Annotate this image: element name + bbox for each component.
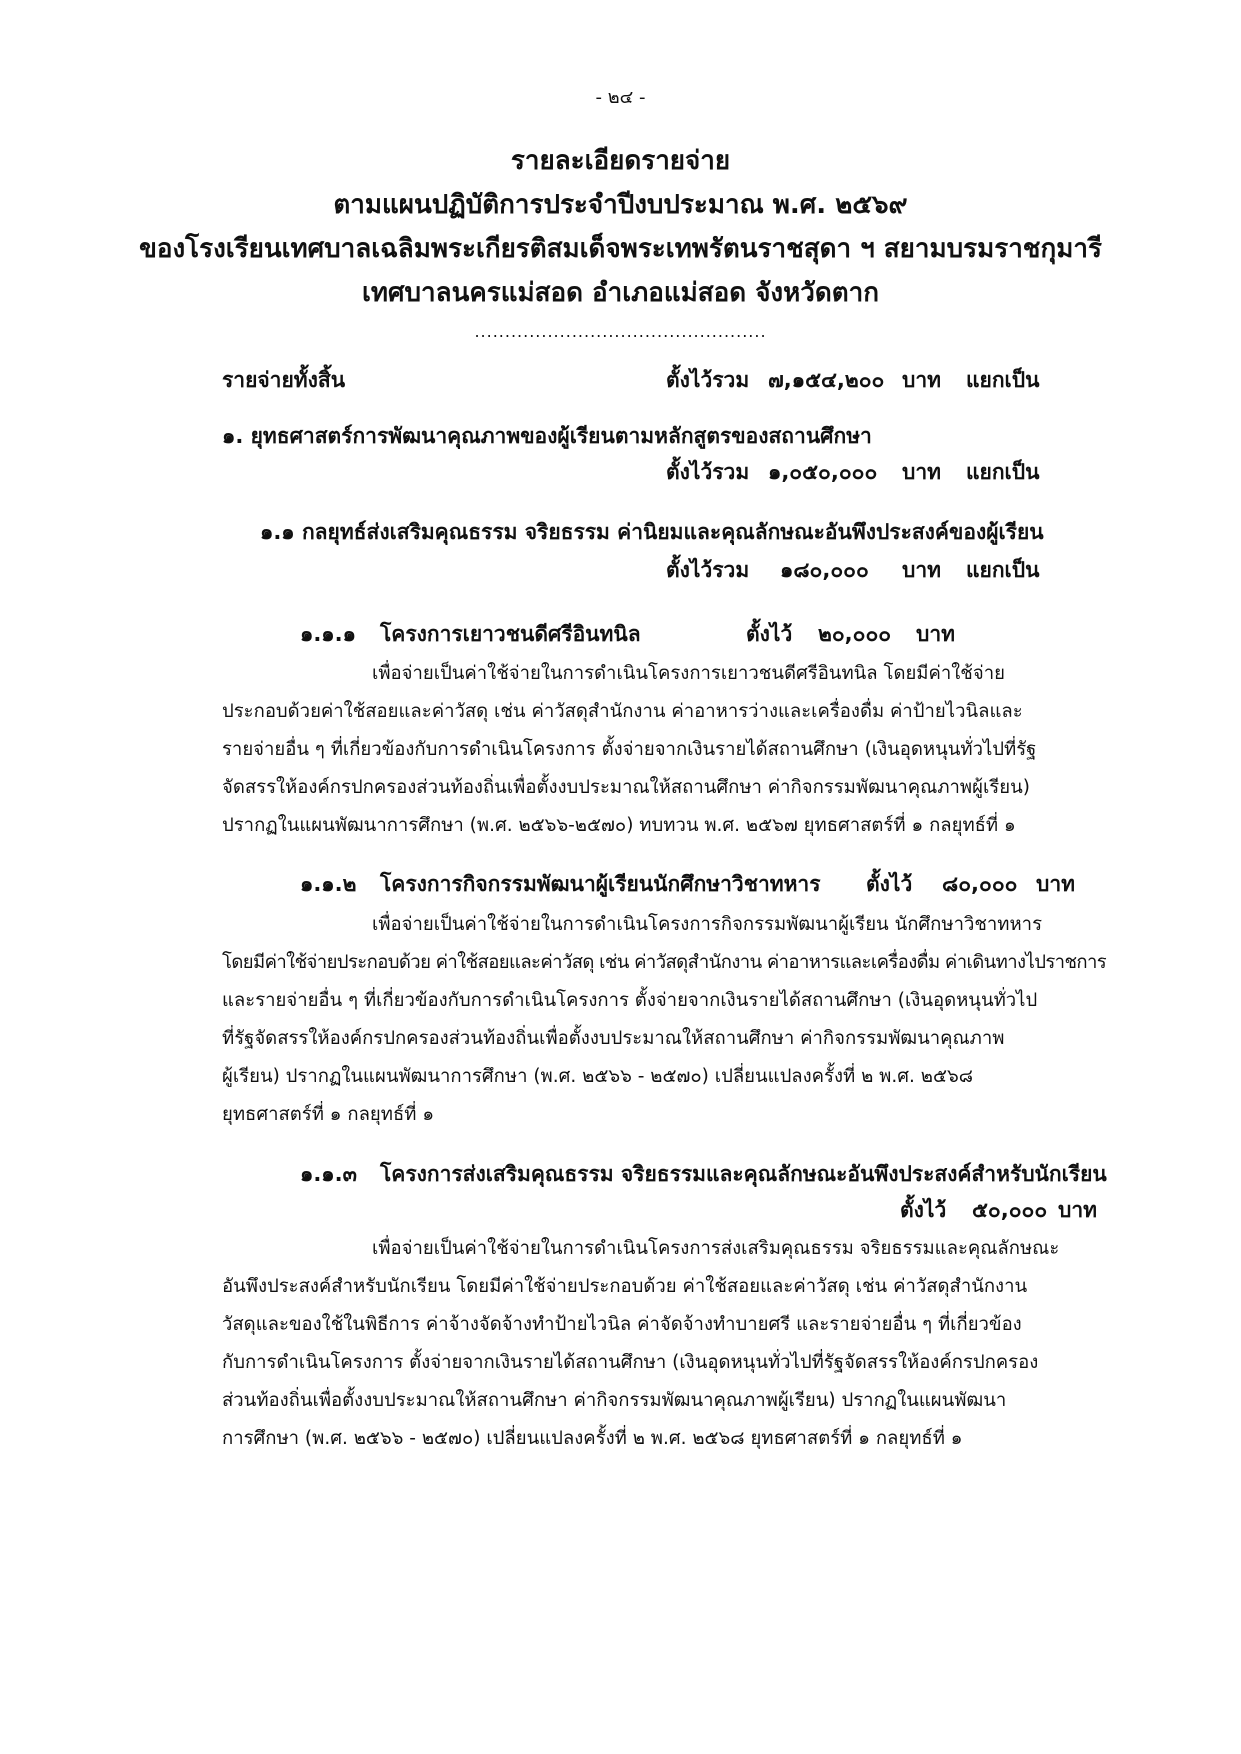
strategy-1-title: ๑. ยุทธศาสตร์การพัฒนาคุณภาพของผู้เรียนตามหลักสูตรของสถานศึกษา [222, 424, 872, 448]
document-title-line-1: รายละเอียดรายจ่าย [510, 146, 731, 176]
project-3-name: โครงการส่งเสริมคุณธรรม จริยธรรมและคุณลักษณะอันพึงประสงค์สำหรับนักเรียน [380, 1162, 1107, 1186]
tactic-1-1-suffix: แยกเป็น [966, 558, 1040, 582]
total-unit: บาท [902, 368, 941, 392]
project-1-unit: บาท [916, 622, 955, 646]
total-label: รายจ่ายทั้งสิ้น [222, 368, 346, 392]
project-2-desc-line: ผู้เรียน) ปรากฏในแผนพัฒนาการศึกษา (พ.ศ. ๒๕๖๖ - ๒๕๗๐) เปลี่ยนแปลงครั้งที่ ๒ พ.ศ. ๒๕๖๘ [222, 1066, 973, 1087]
project-2-set-label: ตั้งไว้ [866, 872, 913, 896]
project-2-desc-line: โดยมีค่าใช้จ่ายประกอบด้วย ค่าใช้สอยและค่าวัสดุ เช่น ค่าวัสดุสำนักงาน ค่าอาหารและเครื่องดื่ม ค่าเดินทางไปราชการ [222, 952, 1107, 973]
project-1-set-label: ตั้งไว้ [746, 622, 793, 646]
project-2-unit: บาท [1036, 872, 1075, 896]
project-2-number: ๑.๑.๒ [300, 872, 357, 896]
project-1-desc-line: จัดสรรให้องค์กรปกครองส่วนท้องถิ่นเพื่อตั้งงบประมาณให้สถานศึกษา ค่ากิจกรรมพัฒนาคุณภาพผู้เรียน) [222, 777, 1030, 798]
project-1-name: โครงการเยาวชนดีศรีอินทนิล [380, 622, 641, 646]
tactic-1-1-unit: บาท [902, 558, 941, 582]
strategy-1-suffix: แยกเป็น [966, 460, 1040, 484]
tactic-1-1-title: ๑.๑ กลยุทธ์ส่งเสริมคุณธรรม จริยธรรม ค่านิยมและคุณลักษณะอันพึงประสงค์ของผู้เรียน [260, 520, 1044, 544]
project-2-amount: ๘๐,๐๐๐ [942, 872, 1018, 896]
project-3-desc-line: การศึกษา (พ.ศ. ๒๕๖๖ - ๒๕๗๐) เปลี่ยนแปลงครั้งที่ ๒ พ.ศ. ๒๕๖๘ ยุทธศาสตร์ที่ ๑ กลยุทธ์ที่ ๑ [222, 1428, 963, 1449]
project-2-name: โครงการกิจกรรมพัฒนาผู้เรียนนักศึกษาวิชาทหาร [380, 872, 821, 896]
total-set-label: ตั้งไว้รวม [666, 368, 750, 392]
project-3-desc-line: วัสดุและของใช้ในพิธีการ ค่าจ้างจัดจ้างทำป้ายไวนิล ค่าจัดจ้างทำบายศรี และรายจ่ายอื่น ๆ ที่เกี่ยวข้อง [222, 1314, 1022, 1335]
separator-dots: ................................................ [474, 322, 767, 341]
project-2-desc-line: ยุทธศาสตร์ที่ ๑ กลยุทธ์ที่ ๑ [222, 1104, 435, 1125]
project-3-set-label: ตั้งไว้ [900, 1198, 947, 1222]
tactic-1-1-amount: ๑๘๐,๐๐๐ [780, 558, 869, 582]
project-1-desc-line: ประกอบด้วยค่าใช้สอยและค่าวัสดุ เช่น ค่าวัสดุสำนักงาน ค่าอาหารว่างและเครื่องดื่ม ค่าป้ายไวนิลและ [222, 701, 1023, 722]
project-1-number: ๑.๑.๑ [300, 622, 356, 646]
document-title-line-3: ของโรงเรียนเทศบาลเฉลิมพระเกียรติสมเด็จพระเทพรัตนราชสุดา ฯ สยามบรมราชกุมารี [139, 234, 1102, 264]
project-1-desc-line: ปรากฏในแผนพัฒนาการศึกษา (พ.ศ. ๒๕๖๖-๒๕๗๐) ทบทวน พ.ศ. ๒๕๖๗ ยุทธศาสตร์ที่ ๑ กลยุทธ์ที่ ๑ [222, 815, 1016, 836]
project-3-unit: บาท [1058, 1198, 1097, 1222]
project-2-desc-line: เพื่อจ่ายเป็นค่าใช้จ่ายในการดำเนินโครงการกิจกรรมพัฒนาผู้เรียน นักศึกษาวิชาทหาร [372, 914, 1043, 935]
total-amount: ๗,๑๕๔,๒๐๐ [768, 368, 885, 392]
strategy-1-unit: บาท [902, 460, 941, 484]
total-suffix: แยกเป็น [966, 368, 1040, 392]
document-title-line-2: ตามแผนปฏิบัติการประจำปีงบประมาณ พ.ศ. ๒๕๖๙ [333, 190, 908, 220]
project-1-amount: ๒๐,๐๐๐ [818, 622, 892, 646]
project-2-desc-line: ที่รัฐจัดสรรให้องค์กรปกครองส่วนท้องถิ่นเพื่อตั้งงบประมาณให้สถานศึกษา ค่ากิจกรรมพัฒนาคุณภาพ [222, 1028, 1005, 1049]
document-title-line-4: เทศบาลนครแม่สอด อำเภอแม่สอด จังหวัดตาก [362, 278, 879, 308]
project-3-desc-line: ส่วนท้องถิ่นเพื่อตั้งงบประมาณให้สถานศึกษา ค่ากิจกรรมพัฒนาคุณภาพผู้เรียน) ปรากฏในแผนพัฒนา [222, 1390, 1007, 1411]
tactic-1-1-set-label: ตั้งไว้รวม [666, 558, 750, 582]
project-3-desc-line: กับการดำเนินโครงการ ตั้งจ่ายจากเงินรายได้สถานศึกษา (เงินอุดหนุนทั่วไปที่รัฐจัดสรรให้องค์กรปกครอง [222, 1352, 1039, 1373]
project-2-desc-line: และรายจ่ายอื่น ๆ ที่เกี่ยวข้องกับการดำเนินโครงการ ตั้งจ่ายจากเงินรายได้สถานศึกษา (เงินอุดหนุนทั่วไป [222, 990, 1038, 1011]
project-1-desc-line: รายจ่ายอื่น ๆ ที่เกี่ยวข้องกับการดำเนินโครงการ ตั้งจ่ายจากเงินรายได้สถานศึกษา (เงินอุดหนุนทั่วไปที่รัฐ [222, 739, 1037, 760]
project-3-desc-line: อันพึงประสงค์สำหรับนักเรียน โดยมีค่าใช้จ่ายประกอบด้วย ค่าใช้สอยและค่าวัสดุ เช่น ค่าวัสดุสำนักงาน [222, 1276, 1028, 1297]
page-number: - ๒๔ - [595, 87, 646, 108]
strategy-1-amount: ๑,๐๕๐,๐๐๐ [768, 460, 878, 484]
project-3-amount: ๕๐,๐๐๐ [972, 1198, 1048, 1222]
strategy-1-set-label: ตั้งไว้รวม [666, 460, 750, 484]
project-1-desc-line: เพื่อจ่ายเป็นค่าใช้จ่ายในการดำเนินโครงการเยาวชนดีศรีอินทนิล โดยมีค่าใช้จ่าย [372, 663, 1005, 684]
project-3-number: ๑.๑.๓ [300, 1162, 357, 1186]
project-3-desc-line: เพื่อจ่ายเป็นค่าใช้จ่ายในการดำเนินโครงการส่งเสริมคุณธรรม จริยธรรมและคุณลักษณะ [372, 1238, 1060, 1259]
